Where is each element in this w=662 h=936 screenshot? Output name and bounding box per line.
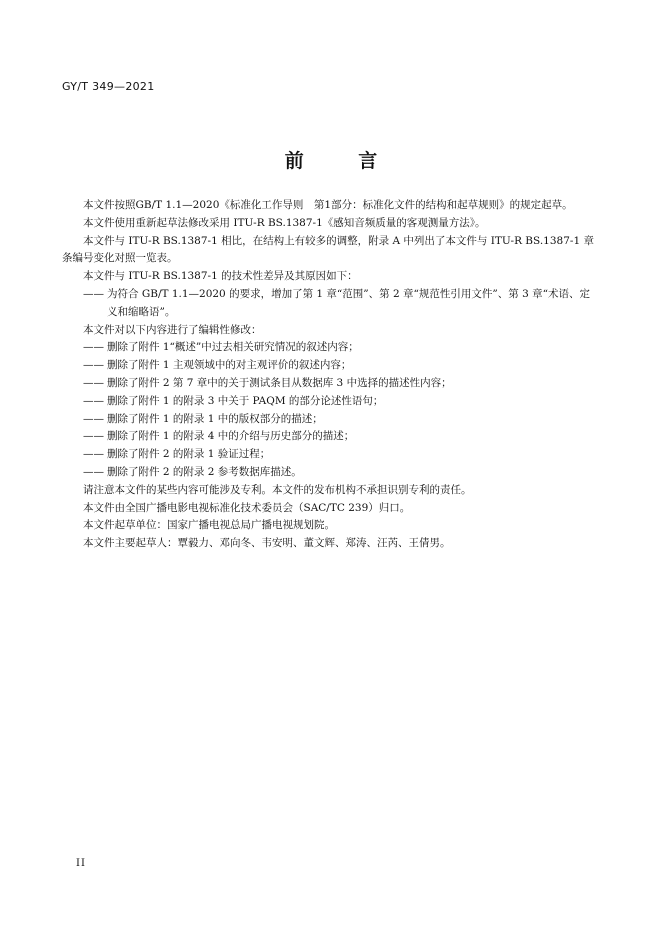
list-item — [62, 428, 600, 446]
list-item — [62, 357, 600, 375]
dash-mark: —— — [83, 448, 104, 461]
page-title: 前 言 — [284, 150, 402, 172]
dash-mark: —— — [83, 341, 104, 354]
dash-mark: —— — [83, 287, 104, 300]
list-item — [62, 375, 600, 393]
list-item — [62, 286, 600, 322]
list-item-text: 删除了附件 1 的附录 1 中的版权部分的描述； — [107, 412, 323, 425]
list-item-text: 删除了附件 1 主观领域中的对主观评价的叙述内容； — [107, 359, 352, 372]
list-item-text: 删除了附件 2 的附录 2 参考数据库描述。 — [107, 465, 302, 478]
list-item — [62, 393, 600, 411]
standard-code: GY/T 349—2021 — [62, 80, 155, 93]
paragraph-structure-changes: 本文件与 ITU-R BS.1387-1 相比，在结构上有较多的调整，附录 A 中列出了本文件与 ITU-R BS.1387-1 章条编号变化对照一览表。 — [62, 234, 594, 265]
paragraph-patent-notice: 请注意本文件的某些内容可能涉及专利。本文件的发布机构不承担识别专利的责任。 — [83, 483, 472, 496]
list-item — [62, 464, 600, 482]
dash-mark: —— — [83, 412, 104, 425]
dash-mark: —— — [83, 359, 104, 372]
paragraph-adoption-method: 本文件使用重新起草法修改采用 ITU-R BS.1387-1《感知音频质量的客观测量方法》。 — [83, 216, 486, 229]
dash-mark: —— — [83, 376, 104, 389]
list-item-text: 删除了附件 1 的附录 4 中的介绍与历史部分的描述； — [107, 430, 355, 443]
paragraph-drafting-rules: 本文件按照GB/T 1.1—2020《标准化工作导则 第1部分：标准化文件的结构和起草规则》的规定起草。 — [83, 199, 573, 211]
list-item-text: 删除了附件 2 的附录 1 验证过程； — [107, 448, 271, 461]
paragraph-drafters: 本文件主要起草人：覃毅力、邓向冬、韦安明、董文辉、郑涛、汪芮、王倩男。 — [83, 537, 451, 550]
list-item-text: 删除了附件 1 的附录 3 中关于 PAQM 的部分论述性语句； — [107, 394, 384, 407]
list-item-text: 删除了附件 1“概述”中过去相关研究情况的叙述内容； — [107, 341, 359, 354]
foreword-body — [62, 197, 600, 553]
list-item-text: 为符合 GB/T 1.1—2020 的要求，增加了第 1 章“范围”、第 2 章“规范性引用文件”、第 3 章“术语、定义和缩略语”。 — [107, 287, 590, 318]
page-number: II — [76, 858, 86, 869]
list-item-text: 删除了附件 2 第 7 章中的关于测试条目从数据库 3 中选择的描述性内容； — [107, 376, 452, 389]
dash-mark: —— — [83, 430, 104, 443]
paragraph-drafting-organization: 本文件起草单位：国家广播电视总局广播电视规划院。 — [83, 519, 335, 532]
paragraph-responsible-committee: 本文件由全国广播电影电视标准化技术委员会（SAC/TC 239）归口。 — [83, 501, 411, 514]
paragraph-technical-differences: 本文件与 ITU-R BS.1387-1 的技术性差异及其原因如下： — [83, 270, 358, 283]
list-item — [62, 446, 600, 464]
dash-mark: —— — [83, 394, 104, 407]
paragraph-editorial-changes: 本文件对以下内容进行了编辑性修改： — [83, 323, 262, 336]
list-item — [62, 339, 600, 357]
list-item — [62, 411, 600, 429]
dash-mark: —— — [83, 465, 104, 478]
